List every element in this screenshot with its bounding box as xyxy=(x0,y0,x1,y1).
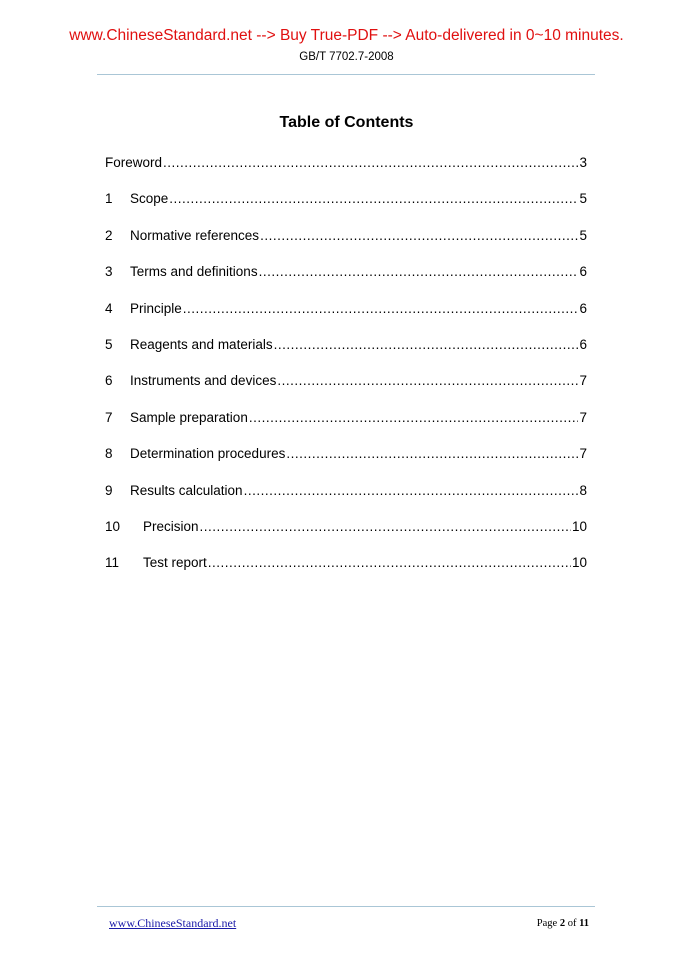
toc-entry[interactable] xyxy=(105,154,587,190)
toc-entry-number: 1 xyxy=(105,191,113,207)
toc-entry-number: 9 xyxy=(105,482,113,498)
header-divider xyxy=(97,74,595,75)
toc-entry-page: 3 xyxy=(579,155,587,170)
toc-dot-leader xyxy=(244,482,579,500)
toc-entry-label: Test report xyxy=(143,555,207,571)
toc-entry-page: 8 xyxy=(579,482,587,498)
footer-divider xyxy=(97,906,595,907)
toc-entry-page: 7 xyxy=(579,409,587,425)
toc-entry-page: 10 xyxy=(571,518,587,534)
toc-entry[interactable] xyxy=(105,554,587,590)
toc-entry[interactable] xyxy=(105,300,587,336)
toc-dot-leader xyxy=(277,372,578,390)
standard-code: GB/T 7702.7-2008 xyxy=(299,51,394,63)
toc-entry[interactable] xyxy=(105,336,587,372)
toc-entry-page: 5 xyxy=(579,191,587,207)
toc-entry-page: 7 xyxy=(579,373,587,389)
toc-entry-number: 2 xyxy=(105,227,113,243)
toc-entry[interactable] xyxy=(105,518,587,554)
toc-entry-number: 8 xyxy=(105,446,113,462)
toc-title: Table of Contents xyxy=(279,114,414,131)
page-total: 11 xyxy=(579,918,589,929)
toc-entry-number: 6 xyxy=(105,373,113,389)
toc-entry-page: 6 xyxy=(579,264,587,280)
toc-entry-number: 3 xyxy=(105,264,113,280)
toc-entry-label: Foreword xyxy=(105,155,163,170)
toc-entry-number: 7 xyxy=(105,409,113,425)
page-prefix: Page xyxy=(536,918,558,929)
toc-dot-leader xyxy=(274,336,579,354)
toc-entry-number: 4 xyxy=(105,300,113,316)
toc-entry-label: Terms and definitions xyxy=(130,264,258,280)
toc-entry-label: Determination procedures xyxy=(130,446,286,462)
toc-dot-leader xyxy=(163,154,578,172)
toc-dot-leader xyxy=(249,409,579,427)
toc-entry-label: Reagents and materials xyxy=(130,336,273,352)
toc-dot-leader xyxy=(169,190,578,208)
toc-entry-page: 7 xyxy=(579,446,587,462)
footer-website-link[interactable]: www.ChineseStandard.net xyxy=(109,916,237,930)
toc-dot-leader xyxy=(183,300,579,318)
toc-entry[interactable] xyxy=(105,445,587,481)
toc-entry-number: 10 xyxy=(105,518,121,534)
toc-entry-number: 11 xyxy=(105,555,120,571)
toc-entry-label: Principle xyxy=(130,300,182,316)
toc-entry-label: Scope xyxy=(130,191,169,207)
toc-dot-leader xyxy=(259,263,579,281)
toc-entry-page: 10 xyxy=(571,555,587,571)
toc-entry[interactable] xyxy=(105,190,587,226)
toc-dot-leader xyxy=(286,445,578,463)
toc-entry[interactable] xyxy=(105,263,587,299)
page-current: 2 xyxy=(559,918,566,929)
toc-entry[interactable] xyxy=(105,372,587,408)
toc-entry-label: Instruments and devices xyxy=(130,373,277,389)
page-indicator xyxy=(537,918,589,929)
toc-entry[interactable] xyxy=(105,227,587,263)
toc-entry-label: Sample preparation xyxy=(130,409,248,425)
toc-entry-number: 5 xyxy=(105,336,113,352)
table-of-contents xyxy=(105,154,587,591)
toc-entry[interactable] xyxy=(105,409,587,445)
toc-entry-page: 5 xyxy=(579,227,587,243)
toc-dot-leader xyxy=(208,554,571,572)
toc-entry[interactable] xyxy=(105,482,587,518)
promo-banner[interactable]: www.ChineseStandard.net --> Buy True-PDF --> Auto-delivered in 0~10 minutes. xyxy=(69,27,624,44)
toc-dot-leader xyxy=(200,518,571,536)
toc-entry-label: Precision xyxy=(143,518,199,534)
toc-entry-page: 6 xyxy=(579,336,587,352)
page-of: of xyxy=(567,918,577,929)
toc-entry-label: Results calculation xyxy=(130,482,243,498)
toc-entry-page: 6 xyxy=(579,300,587,316)
toc-entry-label: Normative references xyxy=(130,227,260,243)
toc-dot-leader xyxy=(260,227,578,245)
